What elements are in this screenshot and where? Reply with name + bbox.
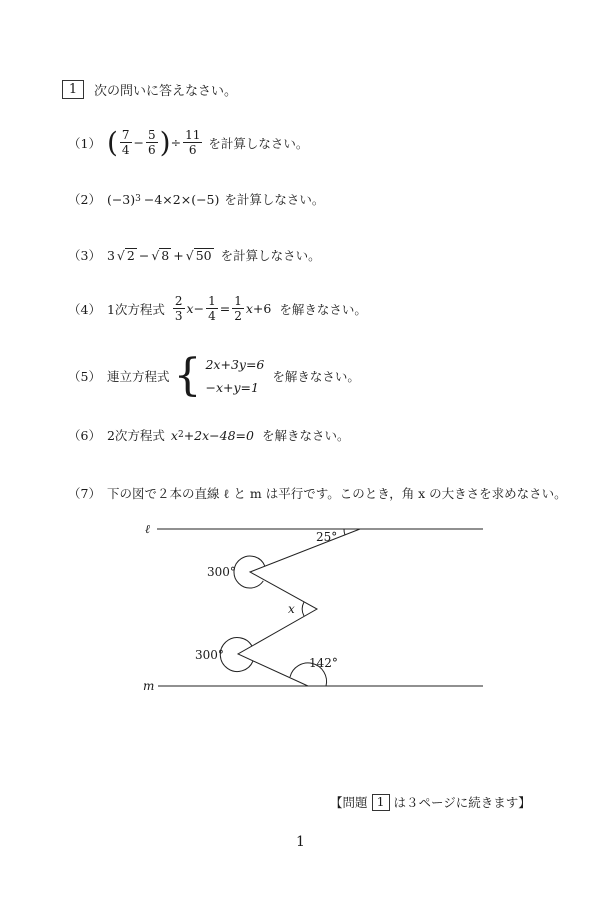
problem-instruction: 次の問いに答えなさい。: [94, 84, 238, 99]
operator: +: [173, 247, 184, 263]
question-instruction: を解きなさい。: [279, 301, 367, 317]
denominator: 6: [148, 143, 156, 157]
question-label: （4）: [68, 301, 101, 317]
numerator: 2: [174, 294, 183, 308]
variable: x: [186, 301, 194, 316]
line-l-label: ℓ: [145, 522, 150, 536]
numerator: 11: [185, 128, 201, 142]
angle-arc-25: [344, 529, 345, 535]
left-brace: {: [173, 350, 202, 401]
square-root: √ 8: [151, 247, 170, 263]
equation-1: 2x+3y=6: [205, 357, 265, 372]
angle-label-x: x: [288, 602, 295, 616]
variable: x: [170, 427, 178, 443]
note-prefix: 【問題: [330, 795, 368, 810]
expression: +2x−48=0: [183, 427, 254, 443]
square-root: √ 50: [185, 247, 212, 263]
question-instruction: を計算しなさい。: [220, 248, 321, 263]
operator: −: [138, 247, 150, 263]
angle-label-300-bottom: 300°: [195, 648, 224, 662]
operator: −: [193, 301, 205, 316]
left-paren: (: [106, 125, 118, 159]
exponent: 2: [177, 430, 184, 440]
question-instruction: を解きなさい。: [262, 428, 350, 443]
radicand: 8: [161, 247, 170, 263]
zigzag-path: [238, 529, 360, 686]
page-number: 1: [296, 834, 305, 850]
question-label: （2）: [68, 192, 101, 207]
radicand: 50: [195, 247, 212, 263]
operator: −: [133, 135, 145, 150]
numerator: 7: [121, 128, 130, 142]
expression: −4×2×(−5): [143, 191, 220, 207]
problem-number-box: 1: [372, 794, 390, 811]
denominator: 6: [188, 143, 197, 157]
question-text: 下の図で２本の直線 ℓ と m は平行です。このとき，角 x の大きさを求めなさい。: [106, 486, 567, 501]
question-label: （6）: [68, 428, 101, 443]
square-root: √ 2: [116, 247, 135, 263]
question-label: （1）: [68, 135, 101, 151]
numerator: 1: [234, 294, 242, 308]
radicand: 2: [126, 247, 135, 263]
variable: x: [245, 301, 253, 316]
exponent: 3: [135, 194, 141, 204]
angle-label-25: 25°: [316, 530, 338, 544]
coefficient: 3: [106, 247, 115, 263]
question-label: （3）: [68, 248, 101, 263]
equation-type: 2次方程式: [106, 428, 165, 443]
right-paren: ): [159, 125, 171, 159]
expression: +6: [252, 301, 272, 316]
denominator: 3: [174, 309, 183, 323]
angle-arc-x: [302, 602, 304, 616]
note-suffix: は３ページに続きます】: [393, 795, 531, 810]
numerator: 1: [208, 294, 216, 308]
angle-label-142: 142°: [309, 656, 338, 670]
problem-number-box: 1: [62, 80, 84, 99]
question-label: （7）: [68, 486, 101, 501]
denominator: 4: [208, 309, 216, 323]
question-instruction: を計算しなさい。: [208, 135, 309, 151]
question-label: （5）: [68, 369, 101, 384]
operator: =: [219, 301, 231, 316]
line-m-label: m: [143, 679, 155, 693]
angle-arc-300-bottom: [220, 638, 253, 672]
equation-2: −x+y=1: [205, 380, 259, 395]
equation-type: 連立方程式: [106, 369, 170, 384]
numerator: 5: [148, 128, 156, 142]
denominator: 2: [234, 309, 242, 323]
angle-label-300-top: 300°: [207, 565, 236, 579]
question-instruction: を計算しなさい。: [224, 192, 325, 207]
continuation-note: [330, 793, 531, 811]
operator: ÷: [170, 135, 182, 150]
equation-type: 1次方程式: [106, 301, 165, 317]
question-instruction: を解きなさい。: [272, 369, 360, 384]
expression: (−3): [106, 191, 136, 207]
denominator: 4: [121, 143, 130, 157]
